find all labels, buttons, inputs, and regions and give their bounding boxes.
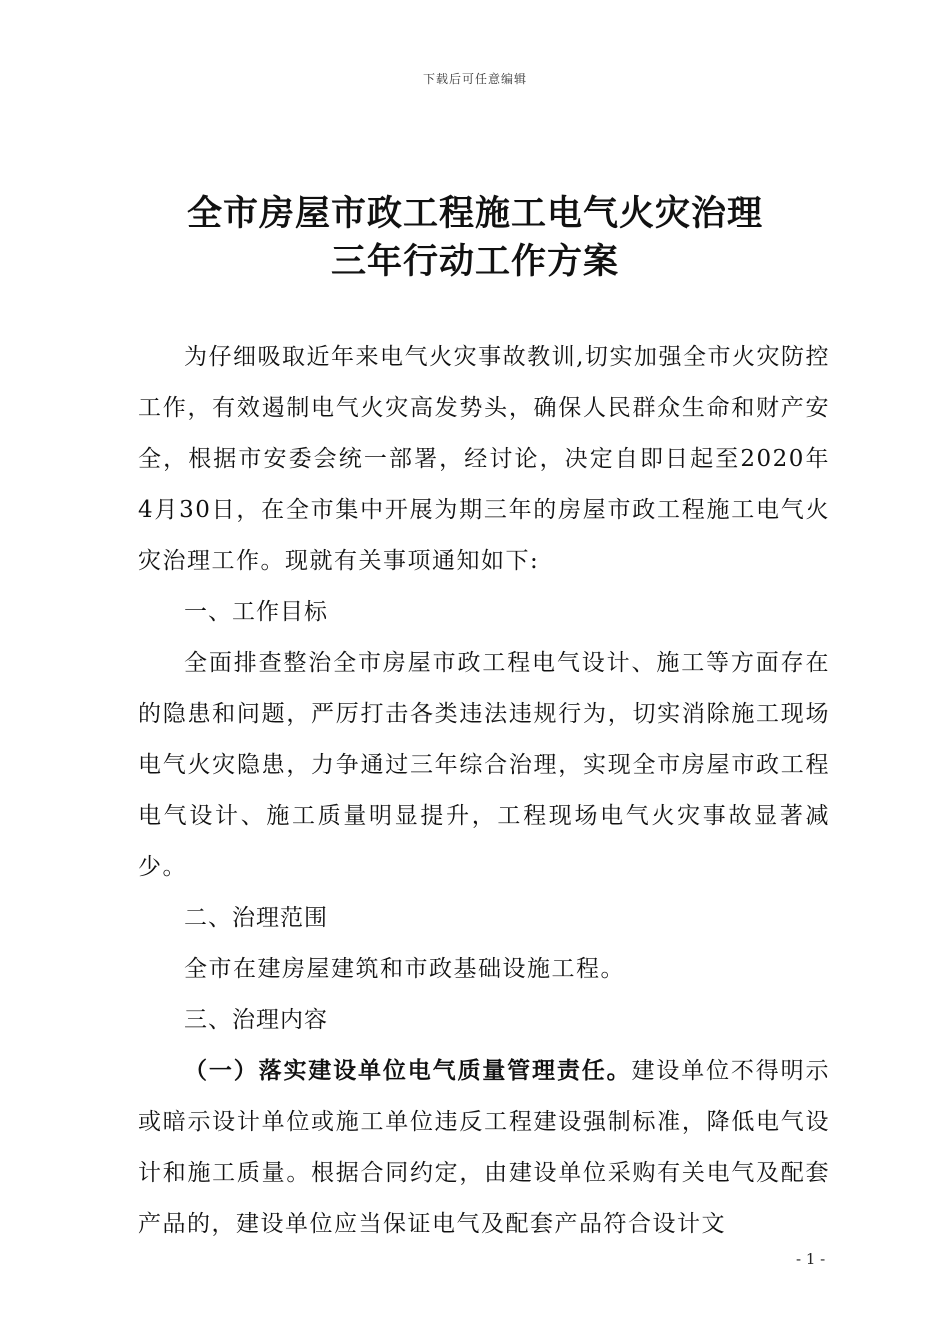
document-title-line1: 全市房屋市政工程施工电气火灾治理 (186, 193, 763, 234)
section2-paragraph: 全市在建房屋建筑和市政基础设施工程。 (184, 956, 625, 982)
intro-paragraph: 为仔细吸取近年来电气火灾事故教训,切实加强全市火灾防控工作，有效遏制电气火灾高发势头，确保人民群众生命和财产安全，根据市安委会统一部署，经讨论，决定自即日起至2020年4月30日，在全市集中开展为期三年的房屋市政工程施工电气火灾治理工作。现就有关事项通知如下: (138, 344, 830, 574)
item1-text: 建设单位不得明示或暗示设计单位或施工单位违反工程建设强制标准，降低电气设计和施工质量。根据合同约定，由建设单位采购有关电气及配套产品的，建设单位应当保证电气及配套产品符合设计文 (138, 1058, 831, 1237)
item1-paragraph (138, 1046, 830, 1250)
section1-heading: 一、工作目标 (184, 599, 328, 625)
section2-heading: 二、治理范围 (184, 905, 328, 931)
section1-paragraph: 全面排查整治全市房屋市政工程电气设计、施工等方面存在的隐患和问题，严厉打击各类违法违规行为，切实消除施工现场电气火灾隐患，力争通过三年综合治理，实现全市房屋市政工程电气设计、施工质量明显提升，工程现场电气火灾事故显著减少。 (138, 650, 830, 880)
page-number: - 1 - (796, 1250, 826, 1268)
section3-heading: 三、治理内容 (184, 1007, 328, 1033)
page-header-note: 下载后可任意编辑 (422, 72, 527, 86)
document-title-line2: 三年行动工作方案 (330, 241, 619, 282)
item1-lead: （一）落实建设单位电气质量管理责任。 (184, 1058, 632, 1084)
document-body (138, 332, 830, 1250)
